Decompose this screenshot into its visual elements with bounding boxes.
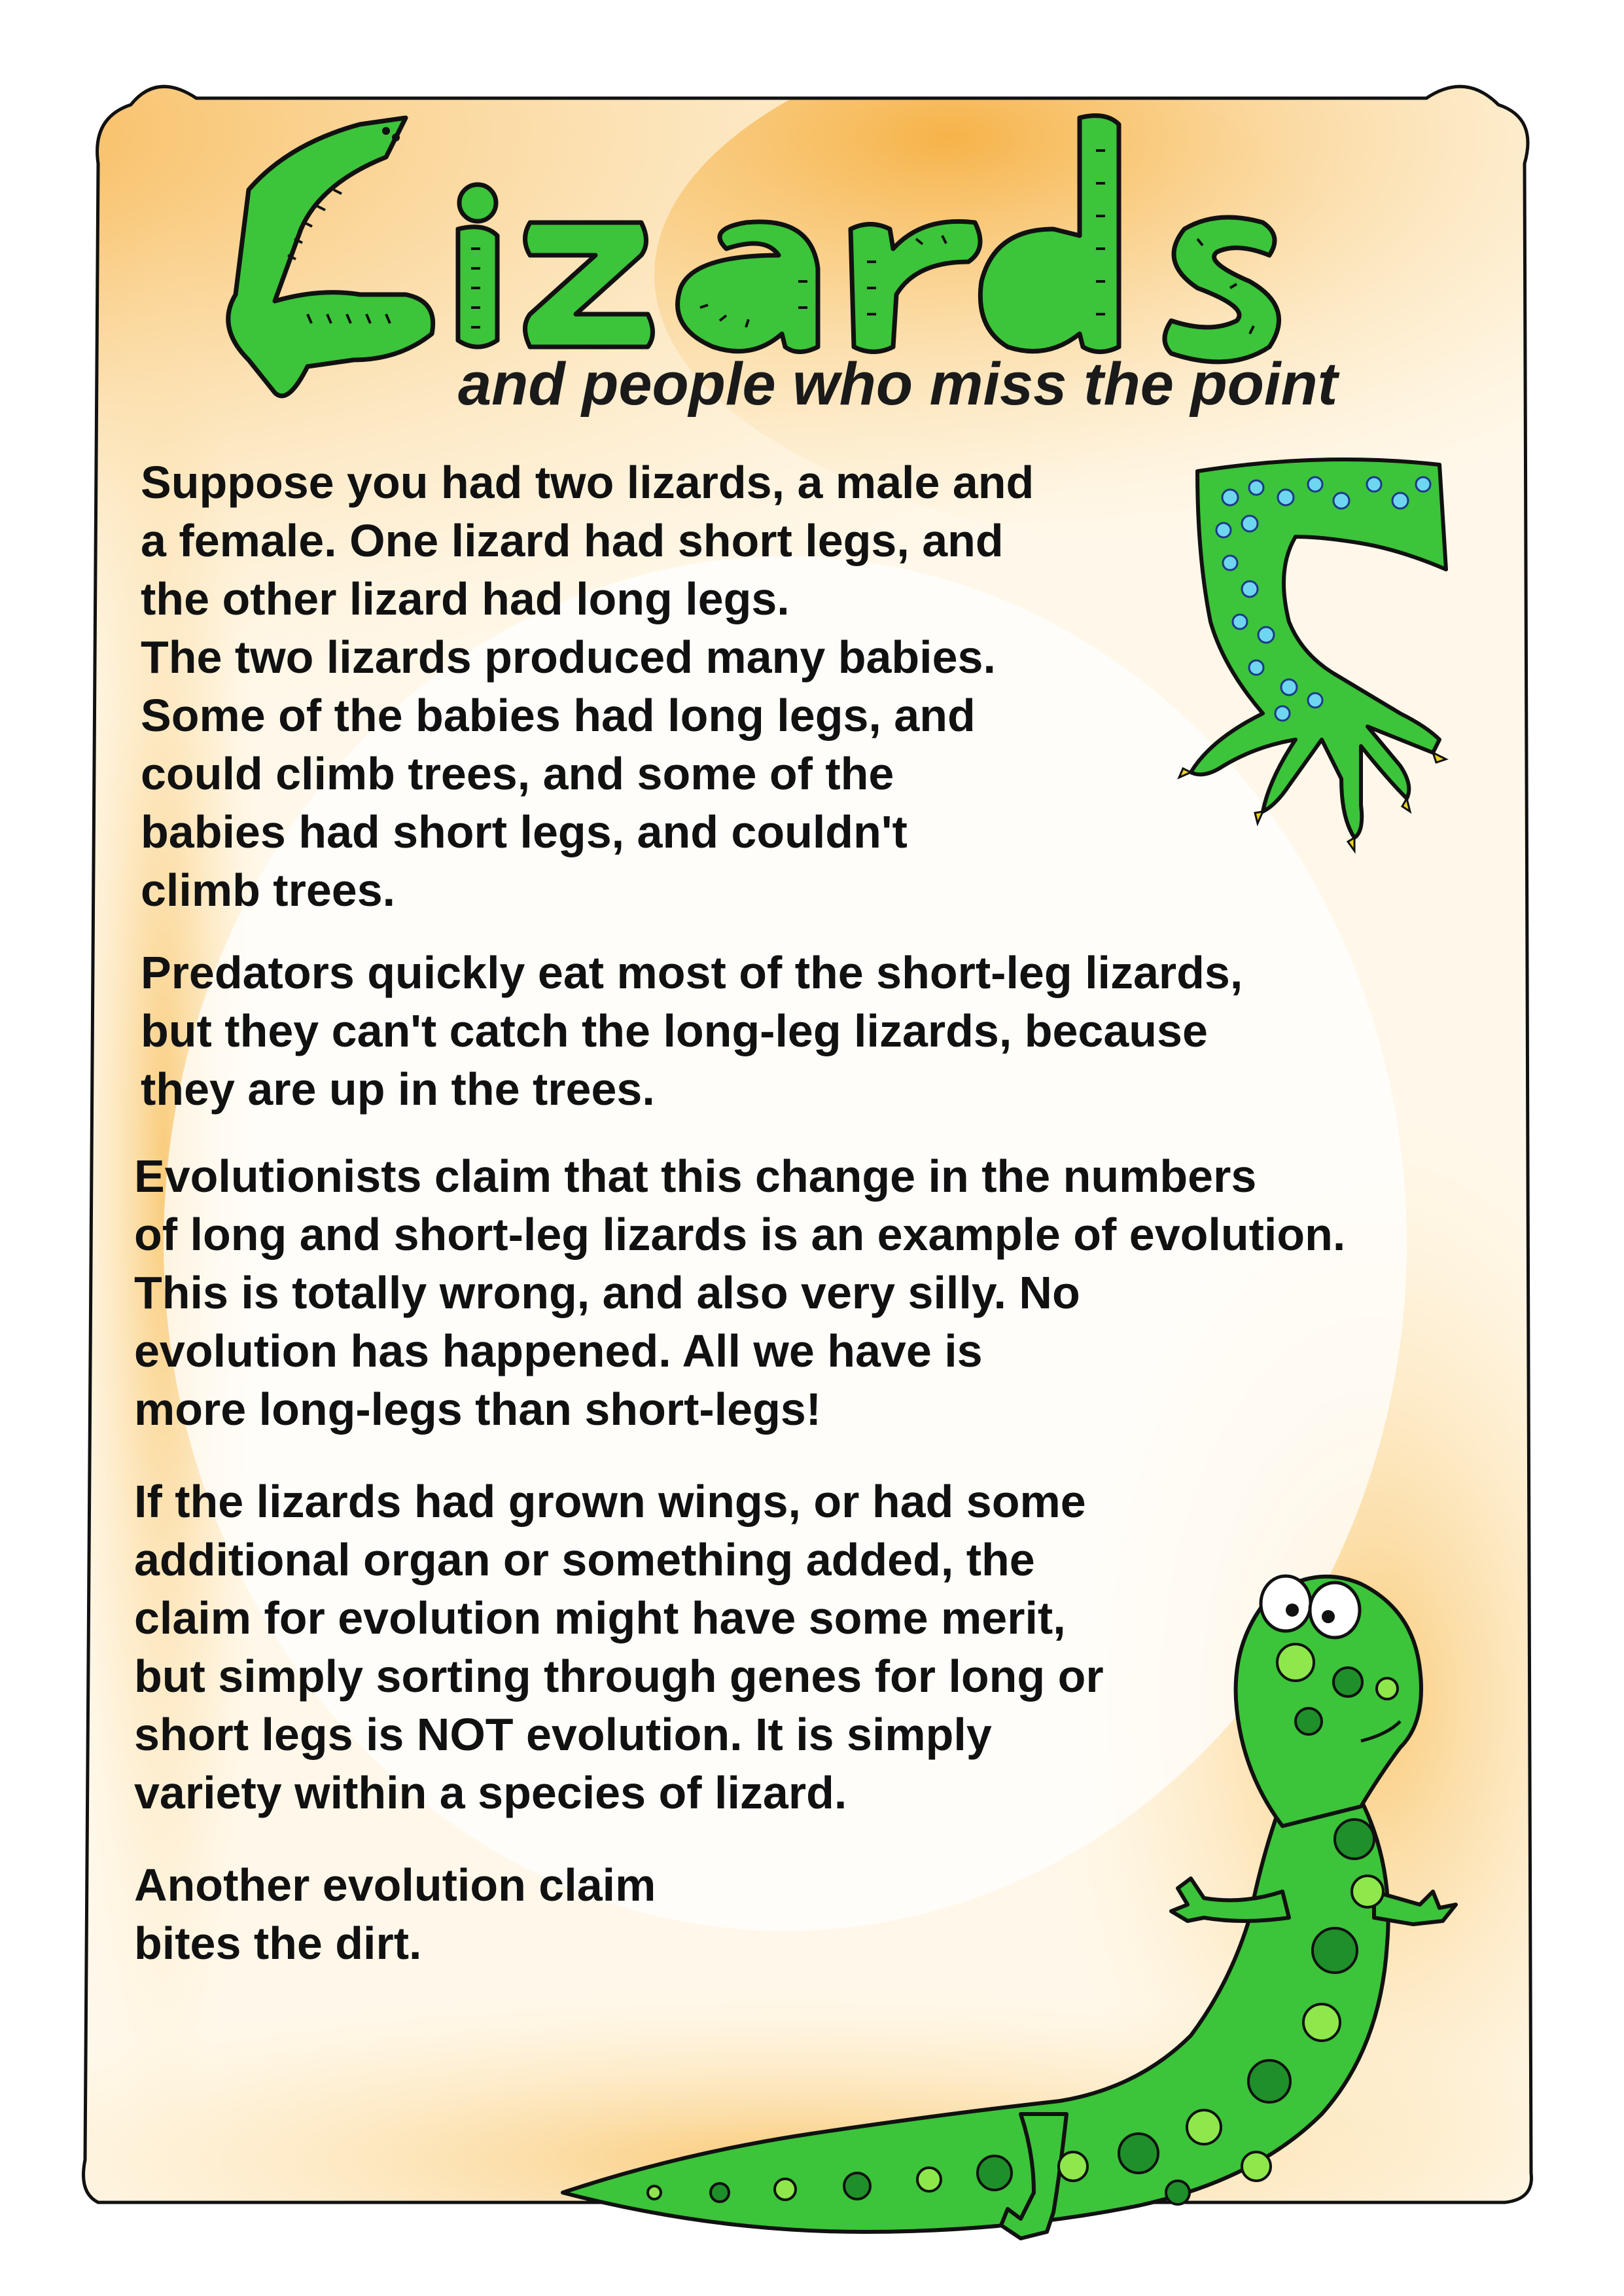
paragraph-4: If the lizards had grown wings, or had some additional organ or something added, the claim for evolution might have some merit, but simply sorting through genes for long or short legs is NOT evolution. It is simply variety within a species of lizard. xyxy=(134,1476,1104,1818)
paragraph-2: Predators quickly eat most of the short-leg lizards, but they can't catch the long-leg lizards, because they are up in the trees. xyxy=(141,947,1243,1115)
lizard-cartoon-illustration xyxy=(550,1525,1570,2265)
lizard-leg-illustration xyxy=(1125,439,1472,857)
paragraph-5: Another evolution claim bites the dirt. xyxy=(134,1859,656,1969)
paragraph-3: Evolutionists claim that this change in the numbers of long and short-leg lizards is an example of evolution. This is totally wrong, and also very silly. No evolution has happened. All we have is more long-legs than short-legs! xyxy=(134,1151,1346,1435)
paragraph-1: Suppose you had two lizards, a male and a female. One lizard had short legs, and the other lizard had long legs. The two lizards produced many babies. Some of the babies had long legs, and could climb trees, and some of the babies had short legs, and couldn't climb trees. xyxy=(141,457,1034,916)
page-subtitle: and people who miss the point xyxy=(458,351,1338,418)
